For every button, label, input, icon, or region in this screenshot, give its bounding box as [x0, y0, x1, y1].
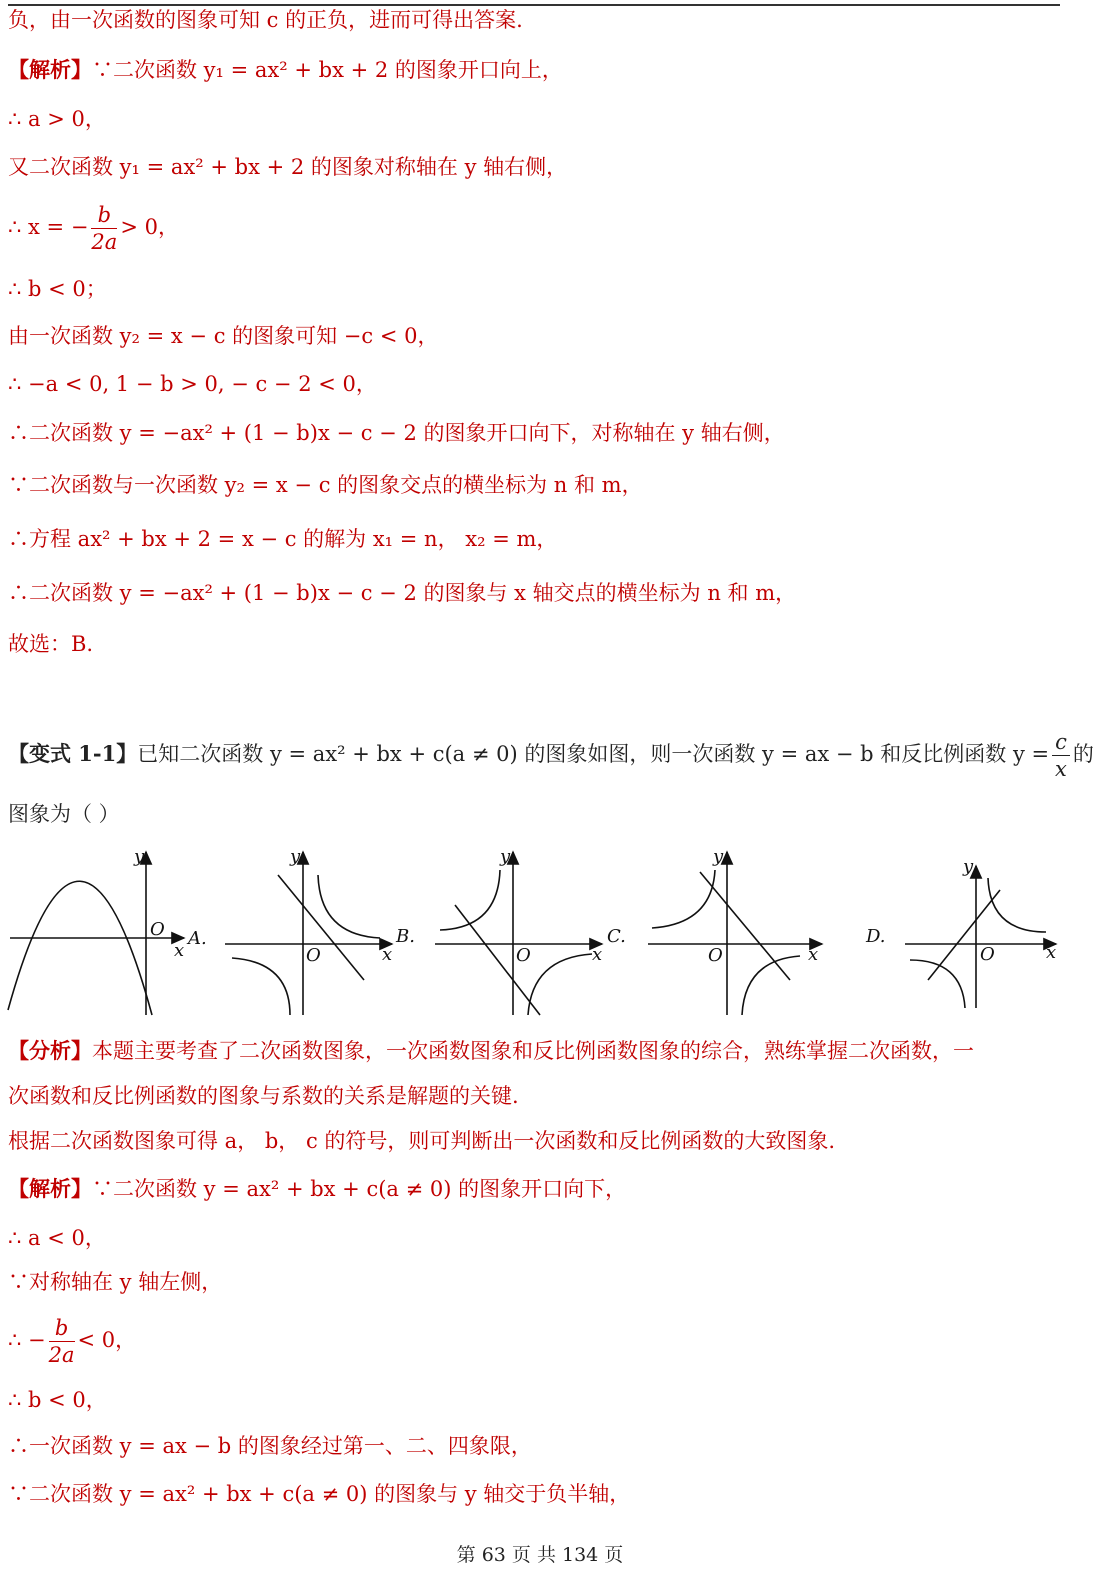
text-line: ∴ b < 0； [8, 277, 107, 301]
axis-x-label: x [174, 940, 185, 961]
text-line: ∵二次函数与一次函数 y₂ = x − c 的图象交点的横坐标为 n 和 m， [8, 473, 643, 497]
fraction: $\frac{b}{2a}$ [91, 203, 118, 254]
text-line: ∴ b < 0， [8, 1388, 107, 1412]
option-graphs [0, 840, 1080, 1025]
text-line: ∴一次函数 y = ax − b 的图象经过第一、二、四象限， [8, 1434, 532, 1458]
axis-y-label: y [500, 846, 511, 867]
text-line: 【解析】∵二次函数 y = ax² + bx + c(a ≠ 0) 的图象开口向下， [8, 1176, 627, 1201]
fraction: $\frac{b}{2a}$ [48, 1316, 75, 1367]
axis-x-label: x [808, 944, 819, 965]
text-line: 又二次函数 y₁ = ax² + bx + 2 的图象对称轴在 y 轴右侧， [8, 155, 568, 179]
fraction-line: ∴ x = − $\frac{b}{2a}$ > 0， [8, 203, 179, 254]
fenxi-tag: 【分析】 [8, 1038, 92, 1063]
option-c-label: C. [607, 926, 626, 947]
graph-option-unlabeled [648, 846, 822, 1015]
text-line: ∴ a > 0， [8, 107, 106, 131]
option-b-label: B. [396, 926, 415, 947]
analysis-line: 【分析】本题主要考查了二次函数图象，一次函数图象和反比例函数图象的综合，熟练掌握二次函数，一 [8, 1038, 974, 1063]
text-line: ∴二次函数 y = −ax² + (1 − b)x − c − 2 的图象开口向下，对称轴在 y 轴右侧， [8, 421, 785, 445]
fraction-line: ∴ − $\frac{b}{2a}$ < 0， [8, 1316, 137, 1367]
axis-x-label: x [1046, 942, 1057, 963]
axis-y-label: y [963, 856, 974, 877]
axis-x-label: x [592, 944, 603, 965]
axis-x-label: x [382, 944, 393, 965]
origin-label: O [306, 945, 321, 966]
text-line: 【解析】∵二次函数 y₁ = ax² + bx + 2 的图象开口向上， [8, 57, 563, 82]
origin-label: O [516, 945, 531, 966]
answer-line: 故选：B. [8, 632, 94, 656]
analysis-line: 次函数和反比例函数的图象与系数的关系是解题的关键. [8, 1084, 519, 1108]
fraction: $\frac{c}{x}$ [1052, 729, 1070, 782]
parabola-graph [8, 846, 207, 1015]
jiexi-tag: 【解析】 [8, 1176, 92, 1201]
graph-option-d [865, 856, 1056, 1008]
axis-y-label: y [134, 846, 145, 867]
origin-label: O [150, 919, 165, 940]
text-line: ∴ −a < 0, 1 − b > 0, − c − 2 < 0， [8, 372, 377, 396]
axis-y-label: y [713, 846, 724, 867]
bianshi-tag: 【变式 1-1】 [8, 741, 138, 766]
origin-label: O [708, 945, 723, 966]
option-a-label: A. [188, 928, 207, 949]
problem-line: 【变式 1-1】已知二次函数 y = ax² + bx + c(a ≠ 0) 的图象如图，则一次函数 y = ax − b 和反比例函数 y = $\frac{c}{x}$ 的 [8, 730, 1094, 781]
text-line: ∴ a < 0， [8, 1226, 106, 1250]
option-d-label: D. [866, 926, 886, 947]
jiexi-tag: 【解析】 [8, 57, 92, 82]
text-line: ∵二次函数 y = ax² + bx + c(a ≠ 0) 的图象与 y 轴交于负半轴， [8, 1482, 631, 1506]
text-line: 负，由一次函数的图象可知 c 的正负，进而可得出答案. [8, 8, 523, 32]
text-line: ∵对称轴在 y 轴左侧， [8, 1270, 223, 1294]
axis-y-label: y [290, 846, 301, 867]
text-line: ∴方程 ax² + bx + 2 = x − c 的解为 x₁ = n， x₂ = m， [8, 527, 558, 551]
page-footer: 第 63 页 共 134 页 [456, 1544, 624, 1566]
origin-label: O [980, 944, 995, 965]
graph-option-c [435, 846, 626, 1015]
text-line: 由一次函数 y₂ = x − c 的图象可知 −c < 0， [8, 324, 439, 348]
text-line: ∴二次函数 y = −ax² + (1 − b)x − c − 2 的图象与 x 轴交点的横坐标为 n 和 m， [8, 581, 797, 605]
problem-line: 图象为（ ） [8, 802, 120, 826]
analysis-line: 根据二次函数图象可得 a， b， c 的符号，则可判断出一次函数和反比例函数的大致图象. [8, 1129, 836, 1153]
graph-option-b [225, 846, 415, 1015]
